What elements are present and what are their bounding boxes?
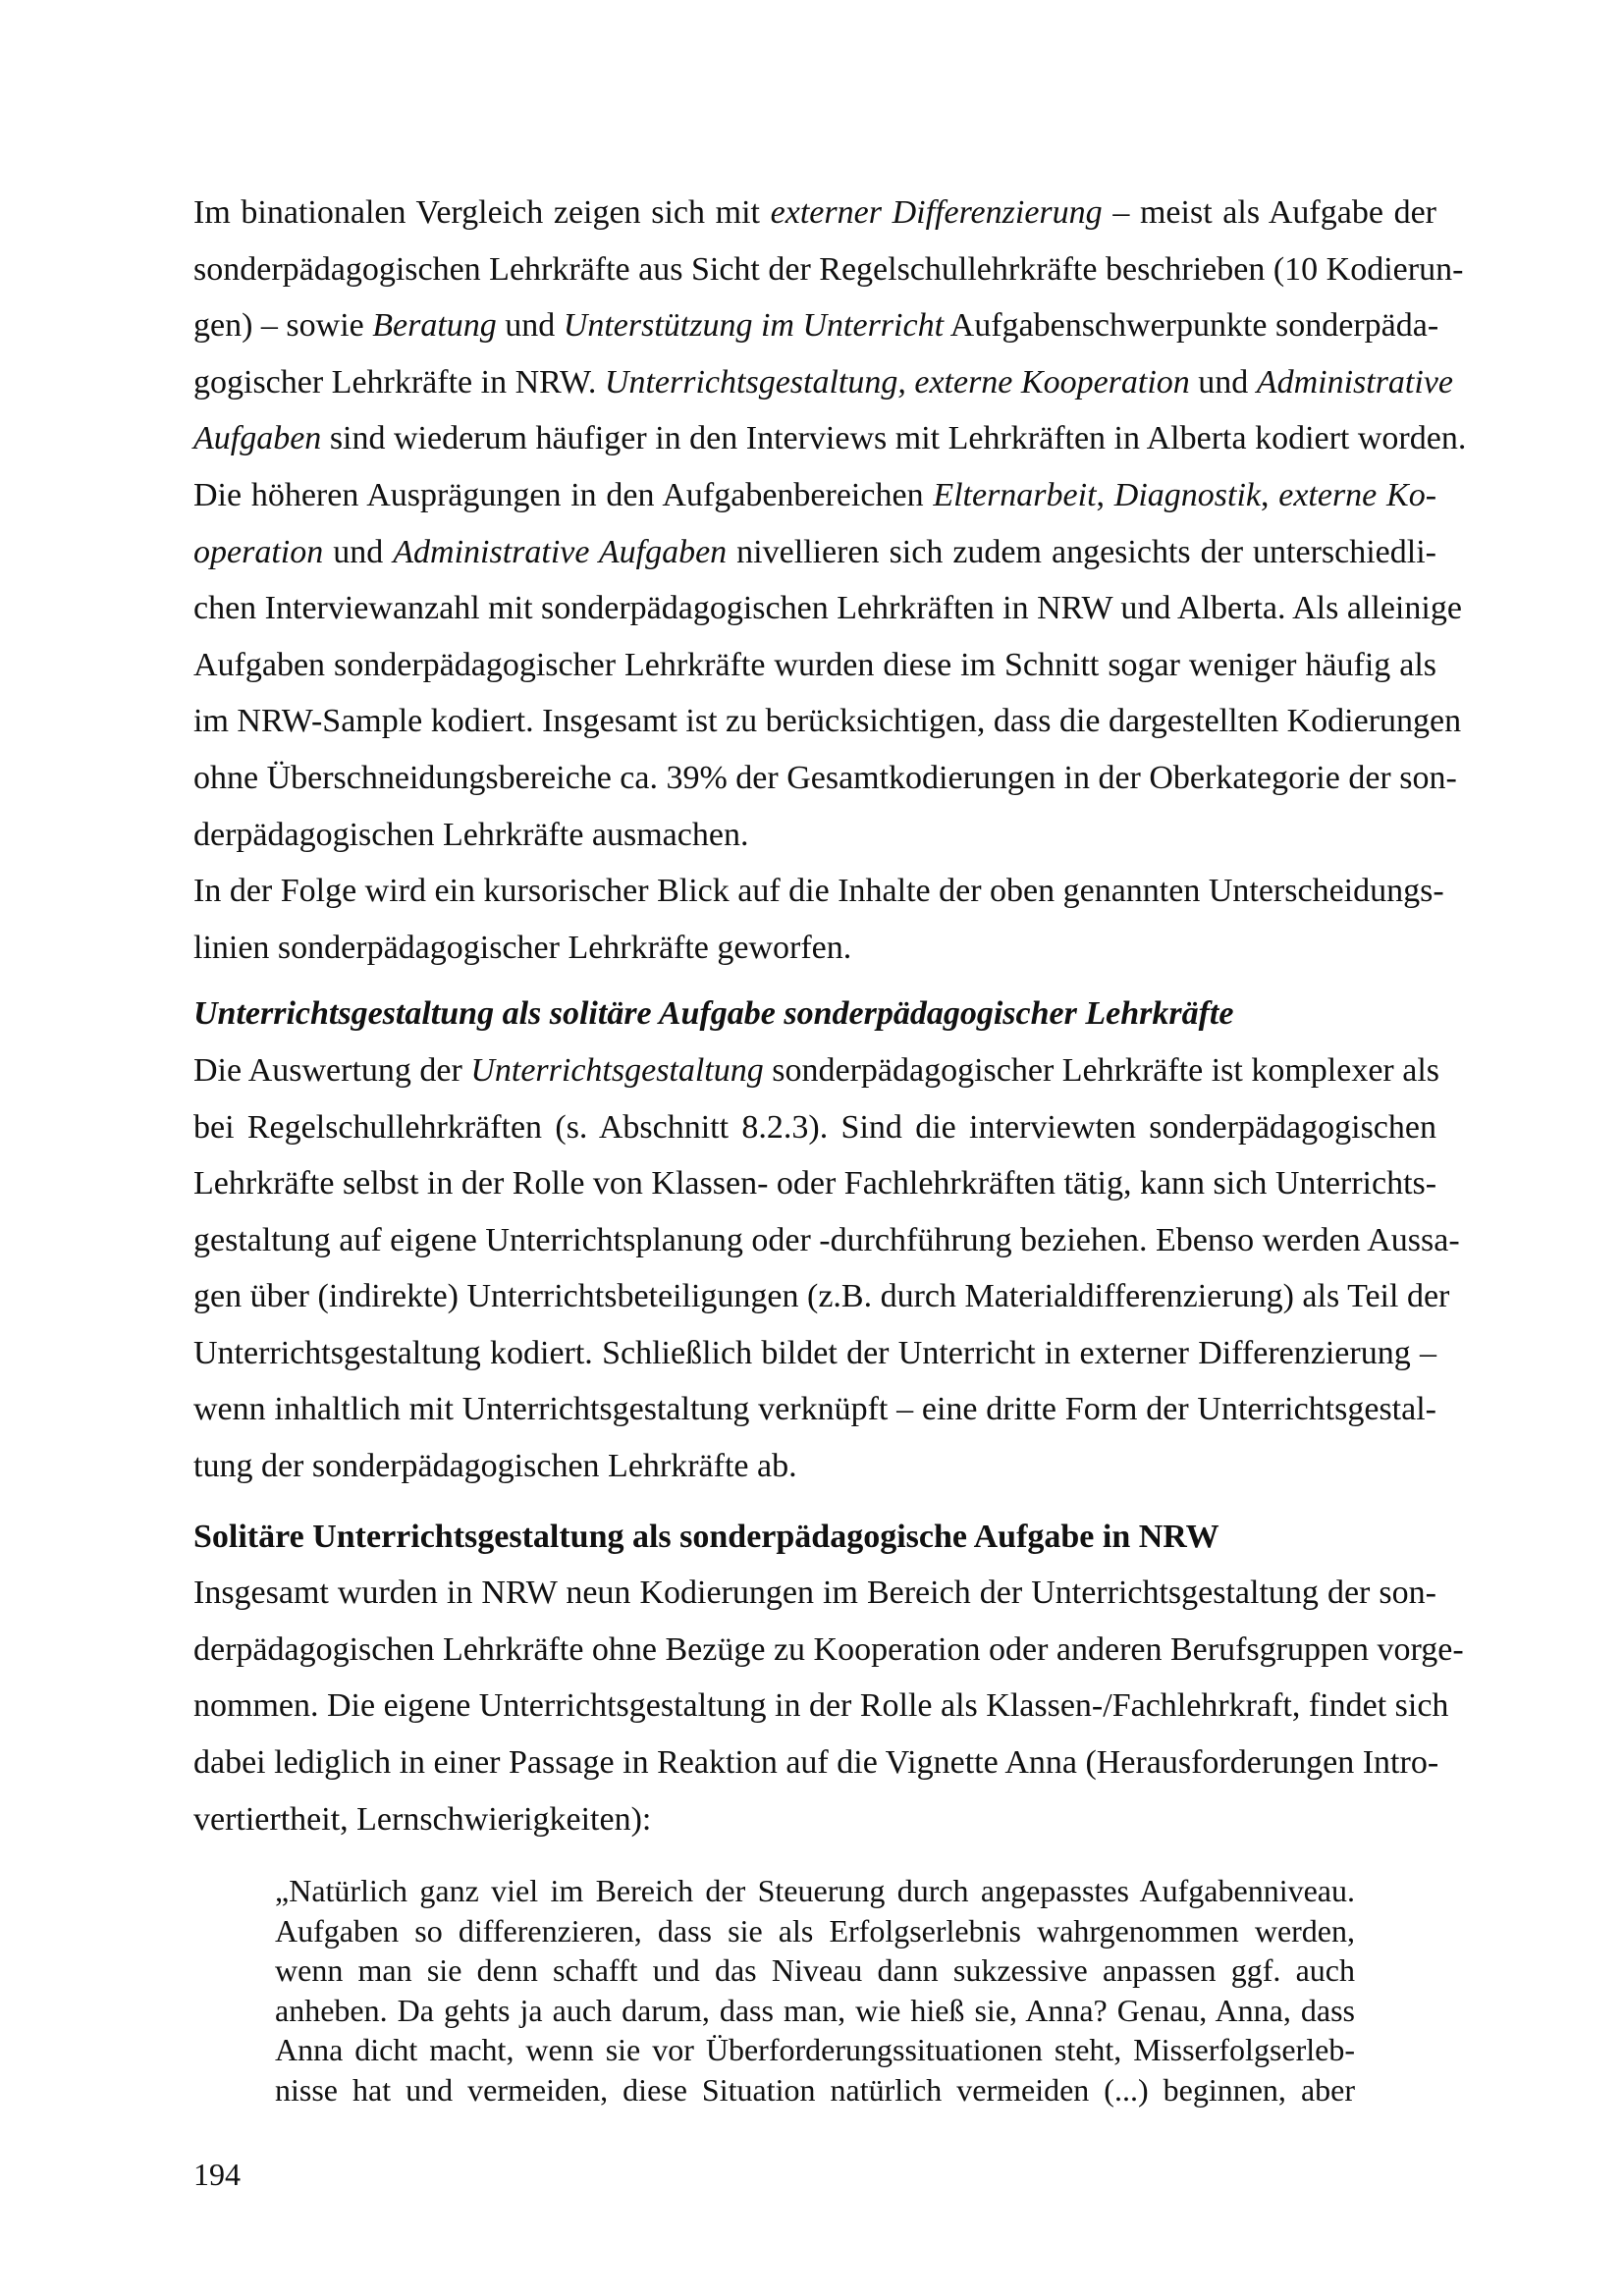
text-line: Die Auswertung der Unterrichtsgestaltung sonderpädagogischer Lehrkräfte ist komplexer als	[193, 1051, 1440, 1089]
text-line: Insgesamt wurden in NRW neun Kodierungen im Bereich der Unterrichtsgestaltung der son-	[193, 1575, 1436, 1612]
text-line: ohne Überschneidungsbereiche ca. 39% der Gesamtkodierungen in der Oberkategorie der son-	[193, 759, 1457, 796]
page-content	[193, 185, 1467, 2109]
text-line: gen über (indirekte) Unterrichtsbeteiligungen (z.B. durch Materialdifferenzierung) als Teil der	[193, 1278, 1450, 1315]
section-heading-bold: Solitäre Unterrichtsgestaltung als sonderpädagogische Aufgabe in NRW	[193, 1518, 1219, 1555]
text-line: derpädagogischen Lehrkräfte ohne Bezüge zu Kooperation oder anderen Berufsgruppen vorge-	[193, 1630, 1464, 1668]
text-line: linien sonderpädagogischer Lehrkräfte geworfen.	[193, 929, 852, 966]
text-line: gogischer Lehrkräfte in NRW. Unterrichtsgestaltung, externe Kooperation und Administrative	[193, 363, 1453, 400]
text-line: sonderpädagogischen Lehrkräfte aus Sicht der Regelschullehrkräfte beschrieben (10 Kodierun-	[193, 250, 1464, 288]
text-line: gen) – sowie Beratung und Unterstützung im Unterricht Aufgabenschwerpunkte sonderpäda-	[193, 307, 1439, 345]
quote-line: „Natürlich ganz viel im Bereich der Steuerung durch angepasstes Aufgabenniveau.	[275, 1873, 1355, 1909]
quote-line: anheben. Da gehts ja auch darum, dass man, wie hieß sie, Anna? Genau, Anna, dass	[275, 1992, 1355, 2028]
text-line: Aufgaben sonderpädagogischer Lehrkräfte wurden diese im Schnitt sogar weniger häufig als	[193, 646, 1436, 683]
text-line: Lehrkräfte selbst in der Rolle von Klassen- oder Fachlehrkräften tätig, kann sich Unterrichts-	[193, 1165, 1437, 1202]
text-line: im NRW-Sample kodiert. Insgesamt ist zu berücksichtigen, dass die dargestellten Kodierungen	[193, 703, 1462, 740]
paragraph-comparison	[193, 185, 1467, 863]
paragraph-lesson-design	[193, 1042, 1460, 1495]
text-line: wenn inhaltlich mit Unterrichtsgestaltung verknüpft – eine dritte Form der Unterrichtsgestal-	[193, 1391, 1436, 1428]
section-heading-italic: Unterrichtsgestaltung als solitäre Aufgabe sonderpädagogischer Lehrkräfte	[193, 995, 1234, 1033]
page-number: 194	[193, 2157, 241, 2192]
quote-line: wenn man sie denn schafft und das Niveau dann sukzessive anpassen ggf. auch	[275, 1952, 1355, 1989]
text-line: Die höheren Ausprägungen in den Aufgabenbereichen Elternarbeit, Diagnostik, externe Ko-	[193, 476, 1437, 513]
text-line: derpädagogischen Lehrkräfte ausmachen.	[193, 816, 749, 853]
paragraph-nrw	[193, 1565, 1464, 1847]
quote-line: nisse hat und vermeiden, diese Situation natürlich vermeiden (...) beginnen, aber	[275, 2071, 1355, 2108]
text-line: bei Regelschullehrkräften (s. Abschnitt 8.2.3). Sind die interviewten sonderpädagogischen	[193, 1108, 1436, 1146]
text-line: Im binationalen Vergleich zeigen sich mit externer Differenzierung – meist als Aufgabe der	[193, 194, 1436, 231]
text-line: Unterrichtsgestaltung kodiert. Schließlich bildet der Unterricht in externer Differenzierung –	[193, 1334, 1436, 1371]
text-line: nommen. Die eigene Unterrichtsgestaltung in der Rolle als Klassen-/Fachlehrkraft, findet sich	[193, 1687, 1449, 1725]
quote-line: Anna dicht macht, wenn sie vor Überforderungssituationen steht, Misserfolgserleb-	[275, 2032, 1355, 2068]
text-line: operation und Administrative Aufgaben nivellieren sich zudem angesichts der unterschiedli-	[193, 533, 1436, 570]
quote-line: Aufgaben so differenzieren, dass sie als Erfolgserlebnis wahrgenommen werden,	[275, 1912, 1355, 1949]
text-line: vertiertheit, Lernschwierigkeiten):	[193, 1800, 652, 1838]
text-line: dabei lediglich in einer Passage in Reaktion auf die Vignette Anna (Herausforderungen Intro-	[193, 1744, 1439, 1782]
text-line: Aufgaben sind wiederum häufiger in den Interviews mit Lehrkräften in Alberta kodiert worden.	[193, 420, 1467, 457]
text-line: gestaltung auf eigene Unterrichtsplanung oder -durchführung beziehen. Ebenso werden Aussa-	[193, 1221, 1460, 1258]
paragraph-outlook	[193, 863, 1444, 976]
text-line: chen Interviewanzahl mit sonderpädagogischen Lehrkräften in NRW und Alberta. Als alleinige	[193, 590, 1462, 627]
text-line: tung der sonderpädagogischen Lehrkräfte ab.	[193, 1448, 797, 1485]
interview-quote	[275, 1871, 1355, 2109]
text-line: In der Folge wird ein kursorischer Blick auf die Inhalte der oben genannten Unterscheidungs-	[193, 873, 1444, 910]
